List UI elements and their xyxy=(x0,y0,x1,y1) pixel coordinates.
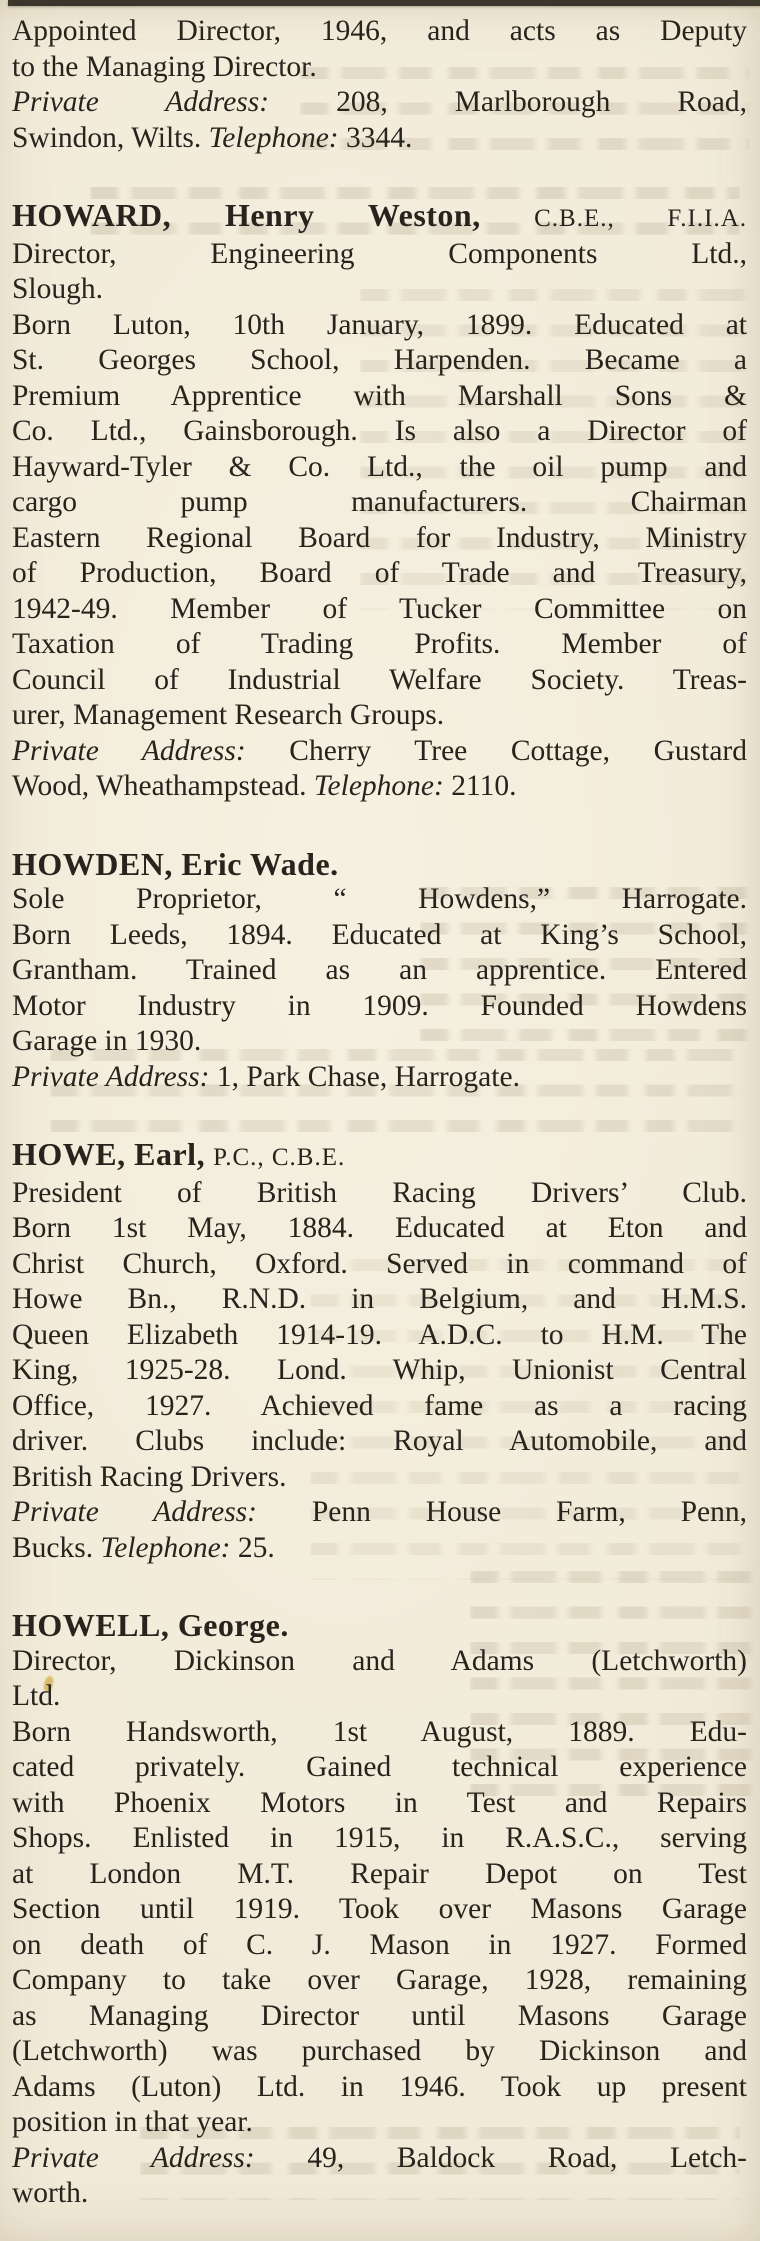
entry-heading xyxy=(12,1608,747,1644)
text-line: Section until 1919. Took over Masons Garage xyxy=(12,1893,747,1925)
text-line: Born Handsworth, 1st August, 1889. Edu- xyxy=(12,1715,747,1748)
text-line: cated privately. Gained technical experience xyxy=(12,1751,747,1783)
text-line: driver. Clubs include: Royal Automobile, and xyxy=(12,1425,747,1457)
text-line: Wood, Wheathampstead. Telephone: 2110. xyxy=(12,770,517,802)
text-line: Director, Dickinson and Adams (Letchworth) xyxy=(12,1644,747,1677)
text-line: Council of Industrial Welfare Society. Treas- xyxy=(12,663,747,696)
text-line: with Phoenix Motors in Test and Repairs xyxy=(12,1786,747,1819)
text-line: Adams (Luton) Ltd. in 1946. Took up present xyxy=(12,2070,747,2103)
person-name: HOWDEN, Eric Wade. xyxy=(12,845,339,882)
text-line: Ltd. xyxy=(12,1680,61,1712)
text-line: Taxation of Trading Profits. Member of xyxy=(12,628,747,660)
italic-label: Private Address: xyxy=(12,2141,255,2174)
text-line: Born Leeds, 1894. Educated at King’s School, xyxy=(12,918,747,951)
private-address xyxy=(12,85,747,156)
entry-heading xyxy=(12,1137,747,1176)
text-line: Office, 1927. Achieved fame as a racing xyxy=(12,1389,747,1422)
page-top-edge-bar xyxy=(8,0,760,6)
entry-howe-earl xyxy=(12,1137,747,1566)
position xyxy=(12,882,747,918)
private-address xyxy=(12,1495,747,1566)
bio xyxy=(12,1211,747,1495)
entry-howell-george xyxy=(12,1608,747,2212)
text-line: King, 1925-28. Lond. Whip, Unionist Central xyxy=(12,1354,747,1386)
position xyxy=(12,237,747,308)
text-line: Slough. xyxy=(12,273,103,305)
entry-previous-entry-continuation xyxy=(12,14,747,156)
text-line: Appointed Director, 1946, and acts as Deputy xyxy=(12,15,747,47)
italic-label: Telephone: xyxy=(313,770,444,802)
text-line: Premium Apprentice with Marshall Sons & xyxy=(12,379,747,412)
text-column xyxy=(12,14,747,2212)
bio xyxy=(12,918,747,1060)
person-name: HOWE, Earl, xyxy=(12,1136,206,1172)
text-line: Christ Church, Oxford. Served in command of xyxy=(12,1247,747,1280)
private-address xyxy=(12,2141,747,2212)
text-line: Grantham. Trained as an apprentice. Entered xyxy=(12,954,747,986)
honours: C.B.E., F.I.I.A. xyxy=(534,205,748,232)
text-line: cargo pump manufacturers. Chairman xyxy=(12,486,747,518)
entry-howard-henry-weston xyxy=(12,198,747,805)
text-line: worth. xyxy=(12,2177,89,2209)
text-line: (Letchworth) was purchased by Dickinson and xyxy=(12,2035,747,2067)
text-line: 1942-49. Member of Tucker Committee on xyxy=(12,592,747,625)
italic-label: Private Address: xyxy=(12,86,270,118)
italic-label: Telephone: xyxy=(208,121,339,154)
bio-continuation xyxy=(12,14,747,85)
text-line: Sole Proprietor, “ Howdens,” Harrogate. xyxy=(12,883,747,915)
honours: P.C., C.B.E. xyxy=(213,1144,346,1171)
text-line: Private Address: 208, Marlborough Road, xyxy=(12,86,747,118)
text-line: Shops. Enlisted in 1915, in R.A.S.C., serving xyxy=(12,1822,747,1854)
text-line: on death of C. J. Mason in 1927. Formed xyxy=(12,1928,747,1961)
text-line: British Racing Drivers. xyxy=(12,1460,287,1493)
text-line: Private Address: 1, Park Chase, Harrogate. xyxy=(12,1060,520,1093)
italic-label: Private Address: xyxy=(12,1060,210,1093)
text-line: Howe Bn., R.N.D. in Belgium, and H.M.S. xyxy=(12,1283,747,1315)
text-line: position in that year. xyxy=(12,2106,253,2138)
entry-heading xyxy=(12,198,747,237)
text-line: Co. Ltd., Gainsborough. Is also a Director of xyxy=(12,415,747,447)
person-name: HOWELL, George. xyxy=(12,1607,289,1643)
text-line: Company to take over Garage, 1928, remaining xyxy=(12,1964,747,1996)
text-line: at London M.T. Repair Depot on Test xyxy=(12,1857,747,1890)
italic-label: Private Address: xyxy=(12,1496,257,1528)
entry-howden-eric-wade xyxy=(12,847,747,1096)
text-line: Swindon, Wilts. Telephone: 3344. xyxy=(12,121,413,154)
text-line: President of British Racing Drivers’ Club. xyxy=(12,1176,747,1209)
text-line: St. Georges School, Harpenden. Became a xyxy=(12,344,747,376)
text-line: urer, Management Research Groups. xyxy=(12,699,445,731)
italic-label: Telephone: xyxy=(100,1531,231,1564)
text-line: Queen Elizabeth 1914-19. A.D.C. to H.M. The xyxy=(12,1318,747,1351)
position xyxy=(12,1644,747,1715)
text-line: Private Address: Cherry Tree Cottage, Gustard xyxy=(12,734,747,767)
bio xyxy=(12,308,747,734)
text-line: of Production, Board of Trade and Treasury, xyxy=(12,557,747,589)
italic-label: Private Address: xyxy=(12,734,246,767)
text-line: as Managing Director until Masons Garage xyxy=(12,1999,747,2032)
text-line: Bucks. Telephone: 25. xyxy=(12,1531,275,1564)
text-line: Private Address: Penn House Farm, Penn, xyxy=(12,1496,747,1528)
text-line: Hayward-Tyler & Co. Ltd., the oil pump and xyxy=(12,450,747,483)
text-line: Born 1st May, 1884. Educated at Eton and xyxy=(12,1212,747,1244)
person-name: HOWARD, Henry Weston, xyxy=(12,197,481,233)
bio xyxy=(12,1715,747,2141)
text-line: Eastern Regional Board for Industry, Ministry xyxy=(12,521,747,554)
text-line: Born Luton, 10th January, 1899. Educated at xyxy=(12,308,747,341)
entry-heading xyxy=(12,847,747,883)
position xyxy=(12,1176,747,1212)
text-line: Garage in 1930. xyxy=(12,1025,202,1057)
text-line: Private Address: 49, Baldock Road, Letch- xyxy=(12,2141,747,2174)
text-line: Director, Engineering Components Ltd., xyxy=(12,237,747,270)
text-line: Motor Industry in 1909. Founded Howdens xyxy=(12,989,747,1022)
private-address xyxy=(12,1060,747,1096)
text-line: to the Managing Director. xyxy=(12,50,317,83)
private-address xyxy=(12,734,747,805)
